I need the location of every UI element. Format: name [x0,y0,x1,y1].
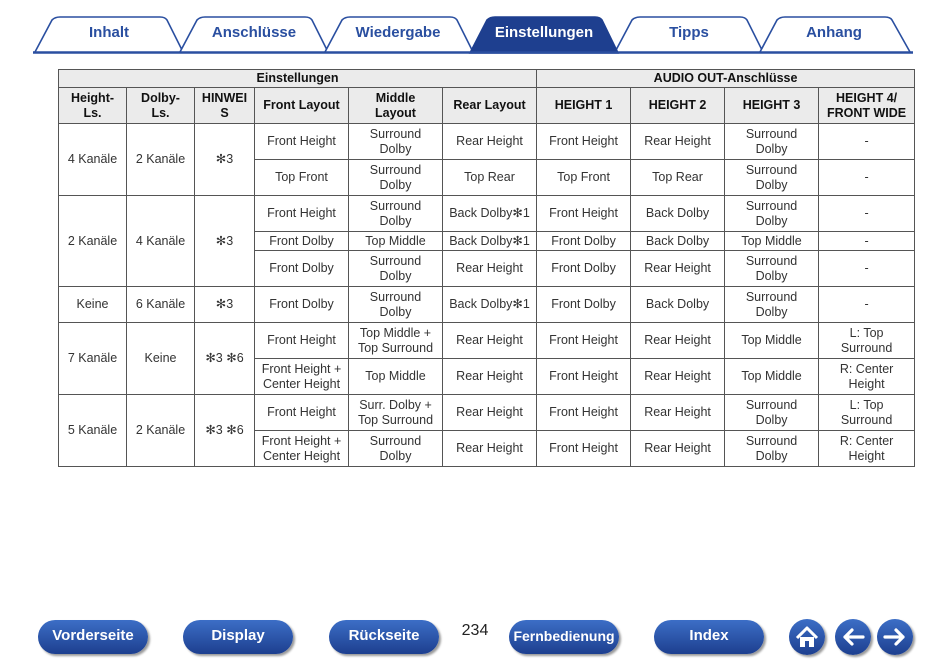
column-header: Front Layout [255,88,349,124]
dolby-ls-cell: 2 Kanäle [127,395,195,467]
height2-cell: Back Dolby [631,287,725,323]
column-header: HEIGHT 2 [631,88,725,124]
column-header: Middle Layout [349,88,443,124]
column-header: HEIGHT 3 [725,88,819,124]
table-row [59,287,915,323]
front-layout-cell: Top Front [255,160,349,196]
height3-cell: Top Middle [725,323,819,359]
display-button[interactable]: Display [183,620,293,654]
rear-layout-cell: Rear Height [443,124,537,160]
height-ls-cell: 2 Kanäle [59,196,127,287]
height1-cell: Front Height [537,431,631,467]
hinweis-cell: ✻3 [195,124,255,196]
front-layout-cell: Front Height [255,124,349,160]
dolby-ls-cell: Keine [127,323,195,395]
height1-cell: Front Dolby [537,287,631,323]
rear-layout-cell: Rear Height [443,251,537,287]
height4-cell: L: Top Surround [819,395,915,431]
hinweis-cell: ✻3 ✻6 [195,323,255,395]
height3-cell: Surround Dolby [725,196,819,232]
middle-layout-cell: Top Middle [349,232,443,251]
front-layout-cell: Front Height + Center Height [255,431,349,467]
height2-cell: Rear Height [631,124,725,160]
height4-cell: - [819,196,915,232]
column-header: HEIGHT 1 [537,88,631,124]
height4-cell: R: Center Height [819,359,915,395]
height3-cell: Top Middle [725,359,819,395]
height3-cell: Surround Dolby [725,431,819,467]
home-icon [789,619,825,655]
front-layout-cell: Front Dolby [255,232,349,251]
height2-cell: Back Dolby [631,196,725,232]
hinweis-cell: ✻3 ✻6 [195,395,255,467]
column-header: HEIGHT 4/ FRONT WIDE [819,88,915,124]
height4-cell: L: Top Surround [819,323,915,359]
hinweis-cell: ✻3 [195,287,255,323]
middle-layout-cell: Surr. Dolby + Top Surround [349,395,443,431]
tab-tipps[interactable]: Tipps [669,24,709,41]
column-header: HINWEI S [195,88,255,124]
rear-layout-cell: Back Dolby✻1 [443,196,537,232]
table-row [59,124,915,160]
fernbedienung-button[interactable]: Fernbedienung [509,620,619,654]
back-button[interactable] [835,619,871,655]
height2-cell: Rear Height [631,359,725,395]
height1-cell: Top Front [537,160,631,196]
arrow-right-icon [877,619,913,655]
group-header-audio-out: AUDIO OUT-Anschlüsse [537,70,915,88]
arrow-left-icon [835,619,871,655]
height3-cell: Surround Dolby [725,251,819,287]
height3-cell: Surround Dolby [725,160,819,196]
height4-cell: - [819,287,915,323]
middle-layout-cell: Surround Dolby [349,160,443,196]
rear-layout-cell: Rear Height [443,395,537,431]
height2-cell: Rear Height [631,431,725,467]
height2-cell: Rear Height [631,395,725,431]
height2-cell: Rear Height [631,251,725,287]
front-layout-cell: Front Height + Center Height [255,359,349,395]
front-layout-cell: Front Height [255,323,349,359]
speaker-settings-table [58,69,915,467]
middle-layout-cell: Surround Dolby [349,287,443,323]
height4-cell: - [819,232,915,251]
height1-cell: Front Dolby [537,251,631,287]
rear-layout-cell: Rear Height [443,359,537,395]
middle-layout-cell: Surround Dolby [349,196,443,232]
tab-wiedergabe[interactable]: Wiedergabe [355,24,441,41]
tab-anschluesse[interactable]: Anschlüsse [211,24,297,41]
page-number: 234 [461,622,489,639]
forward-button[interactable] [877,619,913,655]
rear-layout-cell: Rear Height [443,323,537,359]
height1-cell: Front Height [537,395,631,431]
tab-anhang[interactable]: Anhang [806,24,862,41]
front-layout-cell: Front Height [255,395,349,431]
height4-cell: - [819,251,915,287]
dolby-ls-cell: 4 Kanäle [127,196,195,287]
tab-bar [0,0,950,56]
height3-cell: Surround Dolby [725,395,819,431]
middle-layout-cell: Surround Dolby [349,124,443,160]
hinweis-cell: ✻3 [195,196,255,287]
rueckseite-button[interactable]: Rückseite [329,620,439,654]
height4-cell: R: Center Height [819,431,915,467]
height3-cell: Surround Dolby [725,287,819,323]
table-row [59,196,915,232]
height1-cell: Front Height [537,196,631,232]
height1-cell: Front Dolby [537,232,631,251]
middle-layout-cell: Surround Dolby [349,251,443,287]
table-row [59,395,915,431]
height-ls-cell: 7 Kanäle [59,323,127,395]
height1-cell: Front Height [537,359,631,395]
middle-layout-cell: Top Middle [349,359,443,395]
index-button[interactable]: Index [654,620,764,654]
rear-layout-cell: Rear Height [443,431,537,467]
rear-layout-cell: Back Dolby✻1 [443,232,537,251]
dolby-ls-cell: 6 Kanäle [127,287,195,323]
column-header: Rear Layout [443,88,537,124]
height1-cell: Front Height [537,323,631,359]
vorderseite-button[interactable]: Vorderseite [38,620,148,654]
height3-cell: Surround Dolby [725,124,819,160]
home-button[interactable] [789,619,825,655]
dolby-ls-cell: 2 Kanäle [127,124,195,196]
height4-cell: - [819,124,915,160]
height2-cell: Rear Height [631,323,725,359]
height-ls-cell: 5 Kanäle [59,395,127,467]
column-header: Dolby- Ls. [127,88,195,124]
height2-cell: Back Dolby [631,232,725,251]
height-ls-cell: Keine [59,287,127,323]
front-layout-cell: Front Dolby [255,251,349,287]
height-ls-cell: 4 Kanäle [59,124,127,196]
front-layout-cell: Front Height [255,196,349,232]
rear-layout-cell: Back Dolby✻1 [443,287,537,323]
tab-einstellungen[interactable]: Einstellungen [494,24,594,41]
column-header: Height- Ls. [59,88,127,124]
middle-layout-cell: Surround Dolby [349,431,443,467]
height3-cell: Top Middle [725,232,819,251]
group-header-einstellungen: Einstellungen [59,70,537,88]
table-row [59,323,915,359]
front-layout-cell: Front Dolby [255,287,349,323]
middle-layout-cell: Top Middle + Top Surround [349,323,443,359]
tab-inhalt[interactable]: Inhalt [89,24,129,41]
height2-cell: Top Rear [631,160,725,196]
height4-cell: - [819,160,915,196]
height1-cell: Front Height [537,124,631,160]
rear-layout-cell: Top Rear [443,160,537,196]
